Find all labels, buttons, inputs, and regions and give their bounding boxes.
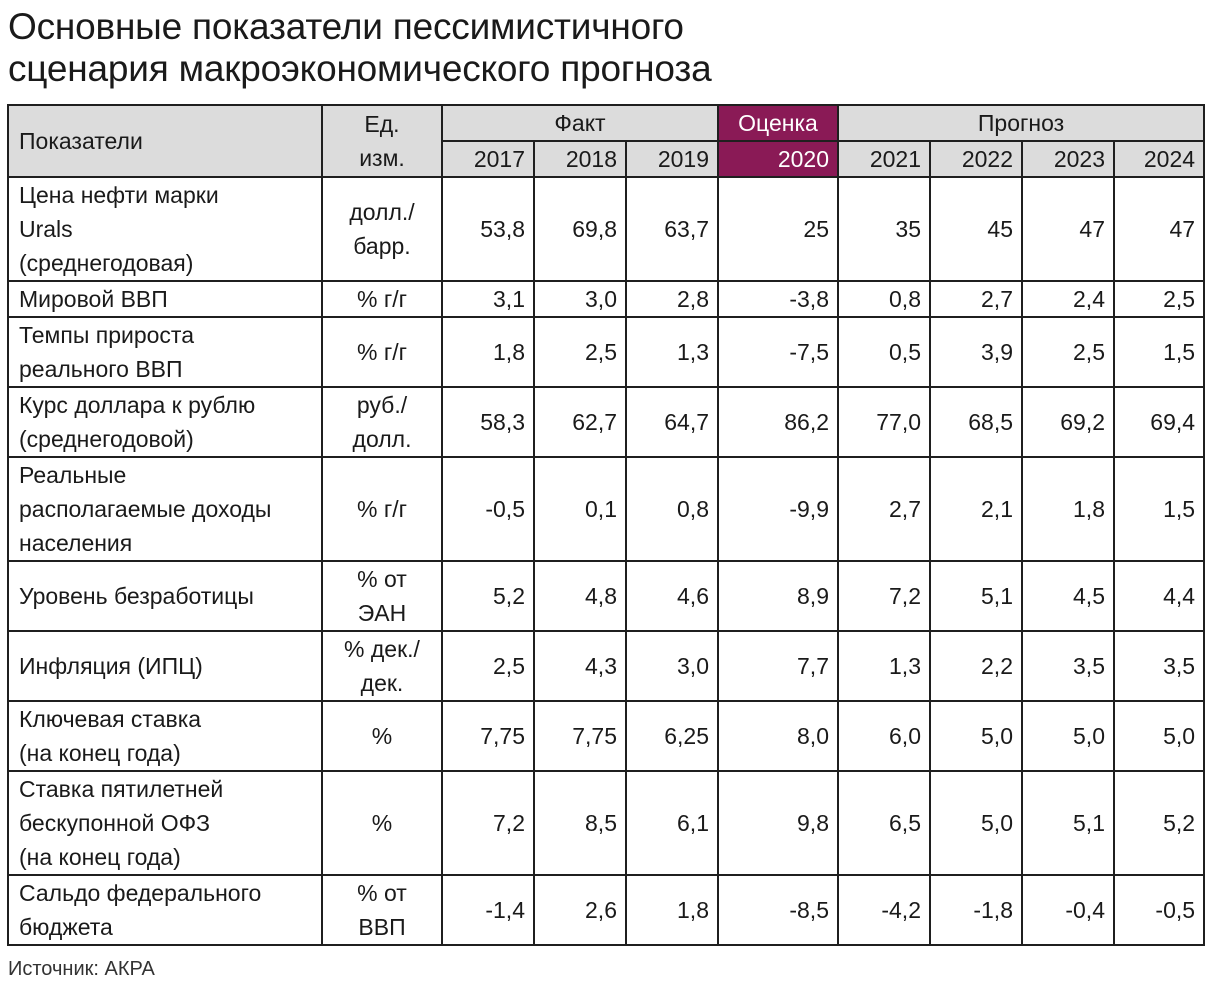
value-cell: 77,0 — [838, 387, 930, 457]
value-cell: 47 — [1022, 177, 1114, 281]
header-year: 2022 — [930, 141, 1022, 177]
row-unit-line: % — [371, 723, 393, 749]
row-unit-line: долл./ — [349, 199, 415, 225]
row-indicator-line: бескупонной ОФЗ — [19, 810, 210, 836]
value-cell: 6,5 — [838, 771, 930, 875]
row-unit-line: ЭАН — [357, 600, 407, 626]
row-unit-line: % — [371, 810, 393, 836]
value-cell: 63,7 — [626, 177, 718, 281]
row-unit-line: ВВП — [358, 914, 406, 940]
value-cell: 68,5 — [930, 387, 1022, 457]
row-unit-line: % г/г — [356, 496, 407, 522]
title-line-2: сценария макроэкономического прогноза — [8, 48, 712, 89]
value-cell: 1,8 — [626, 875, 718, 945]
value-cell: 5,1 — [1022, 771, 1114, 875]
value-cell: 2,8 — [626, 281, 718, 317]
value-cell: 0,1 — [534, 457, 626, 561]
row-unit — [322, 561, 442, 631]
value-cell: 2,2 — [930, 631, 1022, 701]
value-cell: 1,5 — [1114, 317, 1204, 387]
value-cell: 1,8 — [442, 317, 534, 387]
value-cell: -9,9 — [718, 457, 838, 561]
row-unit-line: % г/г — [356, 286, 407, 312]
table-body — [8, 177, 1204, 945]
header-group-fact: Факт — [442, 105, 718, 141]
value-cell: 5,2 — [442, 561, 534, 631]
value-cell: 8,5 — [534, 771, 626, 875]
value-cell: 35 — [838, 177, 930, 281]
value-cell: 2,7 — [930, 281, 1022, 317]
header-indicator: Показатели — [8, 105, 322, 177]
value-cell: 2,4 — [1022, 281, 1114, 317]
value-cell: 69,4 — [1114, 387, 1204, 457]
table-row — [8, 875, 1204, 945]
table-row — [8, 317, 1204, 387]
row-indicator-line: Уровень безработицы — [19, 583, 254, 609]
value-cell: -0,5 — [442, 457, 534, 561]
row-indicator — [8, 701, 322, 771]
source-note: Источник: АКРА — [8, 958, 155, 980]
forecast-table — [7, 104, 1205, 946]
table-row — [8, 387, 1204, 457]
value-cell: 69,8 — [534, 177, 626, 281]
value-cell: 7,75 — [442, 701, 534, 771]
value-cell: 53,8 — [442, 177, 534, 281]
row-indicator — [8, 561, 322, 631]
row-indicator — [8, 875, 322, 945]
value-cell: 6,1 — [626, 771, 718, 875]
row-indicator-line: Ключевая ставка — [19, 706, 202, 732]
header-unit-line: изм. — [359, 145, 405, 171]
row-indicator-line: Мировой ВВП — [19, 286, 168, 312]
header-group-estimate: Оценка — [718, 105, 838, 141]
value-cell: 0,8 — [838, 281, 930, 317]
row-indicator-line: (на конец года) — [19, 844, 181, 870]
row-unit — [322, 281, 442, 317]
value-cell: 2,7 — [838, 457, 930, 561]
row-indicator-line: Urals — [19, 216, 73, 242]
header-group-forecast: Прогноз — [838, 105, 1204, 141]
value-cell: 4,8 — [534, 561, 626, 631]
row-unit — [322, 317, 442, 387]
value-cell: -8,5 — [718, 875, 838, 945]
value-cell: 4,3 — [534, 631, 626, 701]
value-cell: 5,0 — [1114, 701, 1204, 771]
row-unit — [322, 457, 442, 561]
value-cell: -1,8 — [930, 875, 1022, 945]
value-cell: 69,2 — [1022, 387, 1114, 457]
value-cell: 0,8 — [626, 457, 718, 561]
row-indicator — [8, 177, 322, 281]
row-indicator-line: бюджета — [19, 914, 113, 940]
value-cell: 58,3 — [442, 387, 534, 457]
value-cell: 3,5 — [1022, 631, 1114, 701]
row-unit-line: барр. — [353, 233, 411, 259]
value-cell: 47 — [1114, 177, 1204, 281]
row-indicator-line: реального ВВП — [19, 356, 183, 382]
value-cell: 2,5 — [1022, 317, 1114, 387]
row-indicator-line: (среднегодовой) — [19, 426, 194, 452]
row-unit — [322, 701, 442, 771]
page-title — [8, 6, 1198, 90]
value-cell: 2,6 — [534, 875, 626, 945]
row-unit — [322, 771, 442, 875]
value-cell: 0,5 — [838, 317, 930, 387]
value-cell: 9,8 — [718, 771, 838, 875]
row-indicator-line: Ставка пятилетней — [19, 776, 224, 802]
row-unit-line: % дек./ — [344, 636, 420, 662]
table-row — [8, 457, 1204, 561]
header-year: 2019 — [626, 141, 718, 177]
value-cell: 7,75 — [534, 701, 626, 771]
value-cell: 2,5 — [442, 631, 534, 701]
value-cell: -0,4 — [1022, 875, 1114, 945]
value-cell: 4,4 — [1114, 561, 1204, 631]
value-cell: 2,1 — [930, 457, 1022, 561]
value-cell: 6,0 — [838, 701, 930, 771]
row-unit — [322, 875, 442, 945]
value-cell: -1,4 — [442, 875, 534, 945]
value-cell: 64,7 — [626, 387, 718, 457]
row-indicator — [8, 457, 322, 561]
value-cell: 5,1 — [930, 561, 1022, 631]
value-cell: 4,6 — [626, 561, 718, 631]
table-row — [8, 177, 1204, 281]
value-cell: 5,2 — [1114, 771, 1204, 875]
row-indicator — [8, 771, 322, 875]
header-year: 2024 — [1114, 141, 1204, 177]
value-cell: -0,5 — [1114, 875, 1204, 945]
value-cell: 8,0 — [718, 701, 838, 771]
header-year: 2023 — [1022, 141, 1114, 177]
table-row — [8, 631, 1204, 701]
table-row — [8, 281, 1204, 317]
row-indicator-line: населения — [19, 530, 133, 556]
value-cell: 3,0 — [626, 631, 718, 701]
row-unit — [322, 177, 442, 281]
header-unit-line: Ед. — [364, 111, 400, 137]
header-year: 2021 — [838, 141, 930, 177]
value-cell: 1,3 — [838, 631, 930, 701]
value-cell: 2,5 — [1114, 281, 1204, 317]
row-indicator — [8, 387, 322, 457]
value-cell: 1,3 — [626, 317, 718, 387]
table-row — [8, 561, 1204, 631]
row-unit-line: % от — [357, 566, 407, 592]
header-year: 2018 — [534, 141, 626, 177]
row-indicator-line: Темпы прироста — [19, 322, 194, 348]
value-cell: 8,9 — [718, 561, 838, 631]
value-cell: -4,2 — [838, 875, 930, 945]
value-cell: 2,5 — [534, 317, 626, 387]
row-unit — [322, 631, 442, 701]
row-indicator-line: Курс доллара к рублю — [19, 392, 256, 418]
row-unit — [322, 387, 442, 457]
value-cell: 4,5 — [1022, 561, 1114, 631]
value-cell: 7,7 — [718, 631, 838, 701]
value-cell: 25 — [718, 177, 838, 281]
row-indicator — [8, 631, 322, 701]
row-unit-line: руб./ — [356, 392, 408, 418]
row-indicator — [8, 281, 322, 317]
value-cell: 7,2 — [442, 771, 534, 875]
value-cell: 5,0 — [930, 771, 1022, 875]
row-unit-line: дек. — [360, 670, 404, 696]
value-cell: 1,5 — [1114, 457, 1204, 561]
value-cell: 3,5 — [1114, 631, 1204, 701]
value-cell: 45 — [930, 177, 1022, 281]
value-cell: 3,9 — [930, 317, 1022, 387]
table-row — [8, 771, 1204, 875]
title-line-1: Основные показатели пессимистичного — [8, 6, 684, 47]
value-cell: 7,2 — [838, 561, 930, 631]
header-unit — [322, 105, 442, 177]
row-indicator-line: Инфляция (ИПЦ) — [19, 653, 203, 679]
row-indicator-line: располагаемые доходы — [19, 496, 272, 522]
row-unit-line: % от — [357, 880, 407, 906]
row-indicator-line: Сальдо федерального — [19, 880, 262, 906]
header-year: 2017 — [442, 141, 534, 177]
row-indicator — [8, 317, 322, 387]
row-indicator-line: (среднегодовая) — [19, 250, 194, 276]
row-unit-line: % г/г — [356, 339, 407, 365]
row-indicator-line: Реальные — [19, 462, 127, 488]
value-cell: -7,5 — [718, 317, 838, 387]
value-cell: 1,8 — [1022, 457, 1114, 561]
table-row — [8, 701, 1204, 771]
value-cell: 5,0 — [930, 701, 1022, 771]
value-cell: -3,8 — [718, 281, 838, 317]
value-cell: 3,1 — [442, 281, 534, 317]
value-cell: 62,7 — [534, 387, 626, 457]
value-cell: 3,0 — [534, 281, 626, 317]
row-indicator-line: (на конец года) — [19, 740, 181, 766]
header-year-estimate: 2020 — [718, 141, 838, 177]
row-unit-line: долл. — [352, 426, 412, 452]
value-cell: 6,25 — [626, 701, 718, 771]
value-cell: 86,2 — [718, 387, 838, 457]
value-cell: 5,0 — [1022, 701, 1114, 771]
row-indicator-line: Цена нефти марки — [19, 182, 219, 208]
